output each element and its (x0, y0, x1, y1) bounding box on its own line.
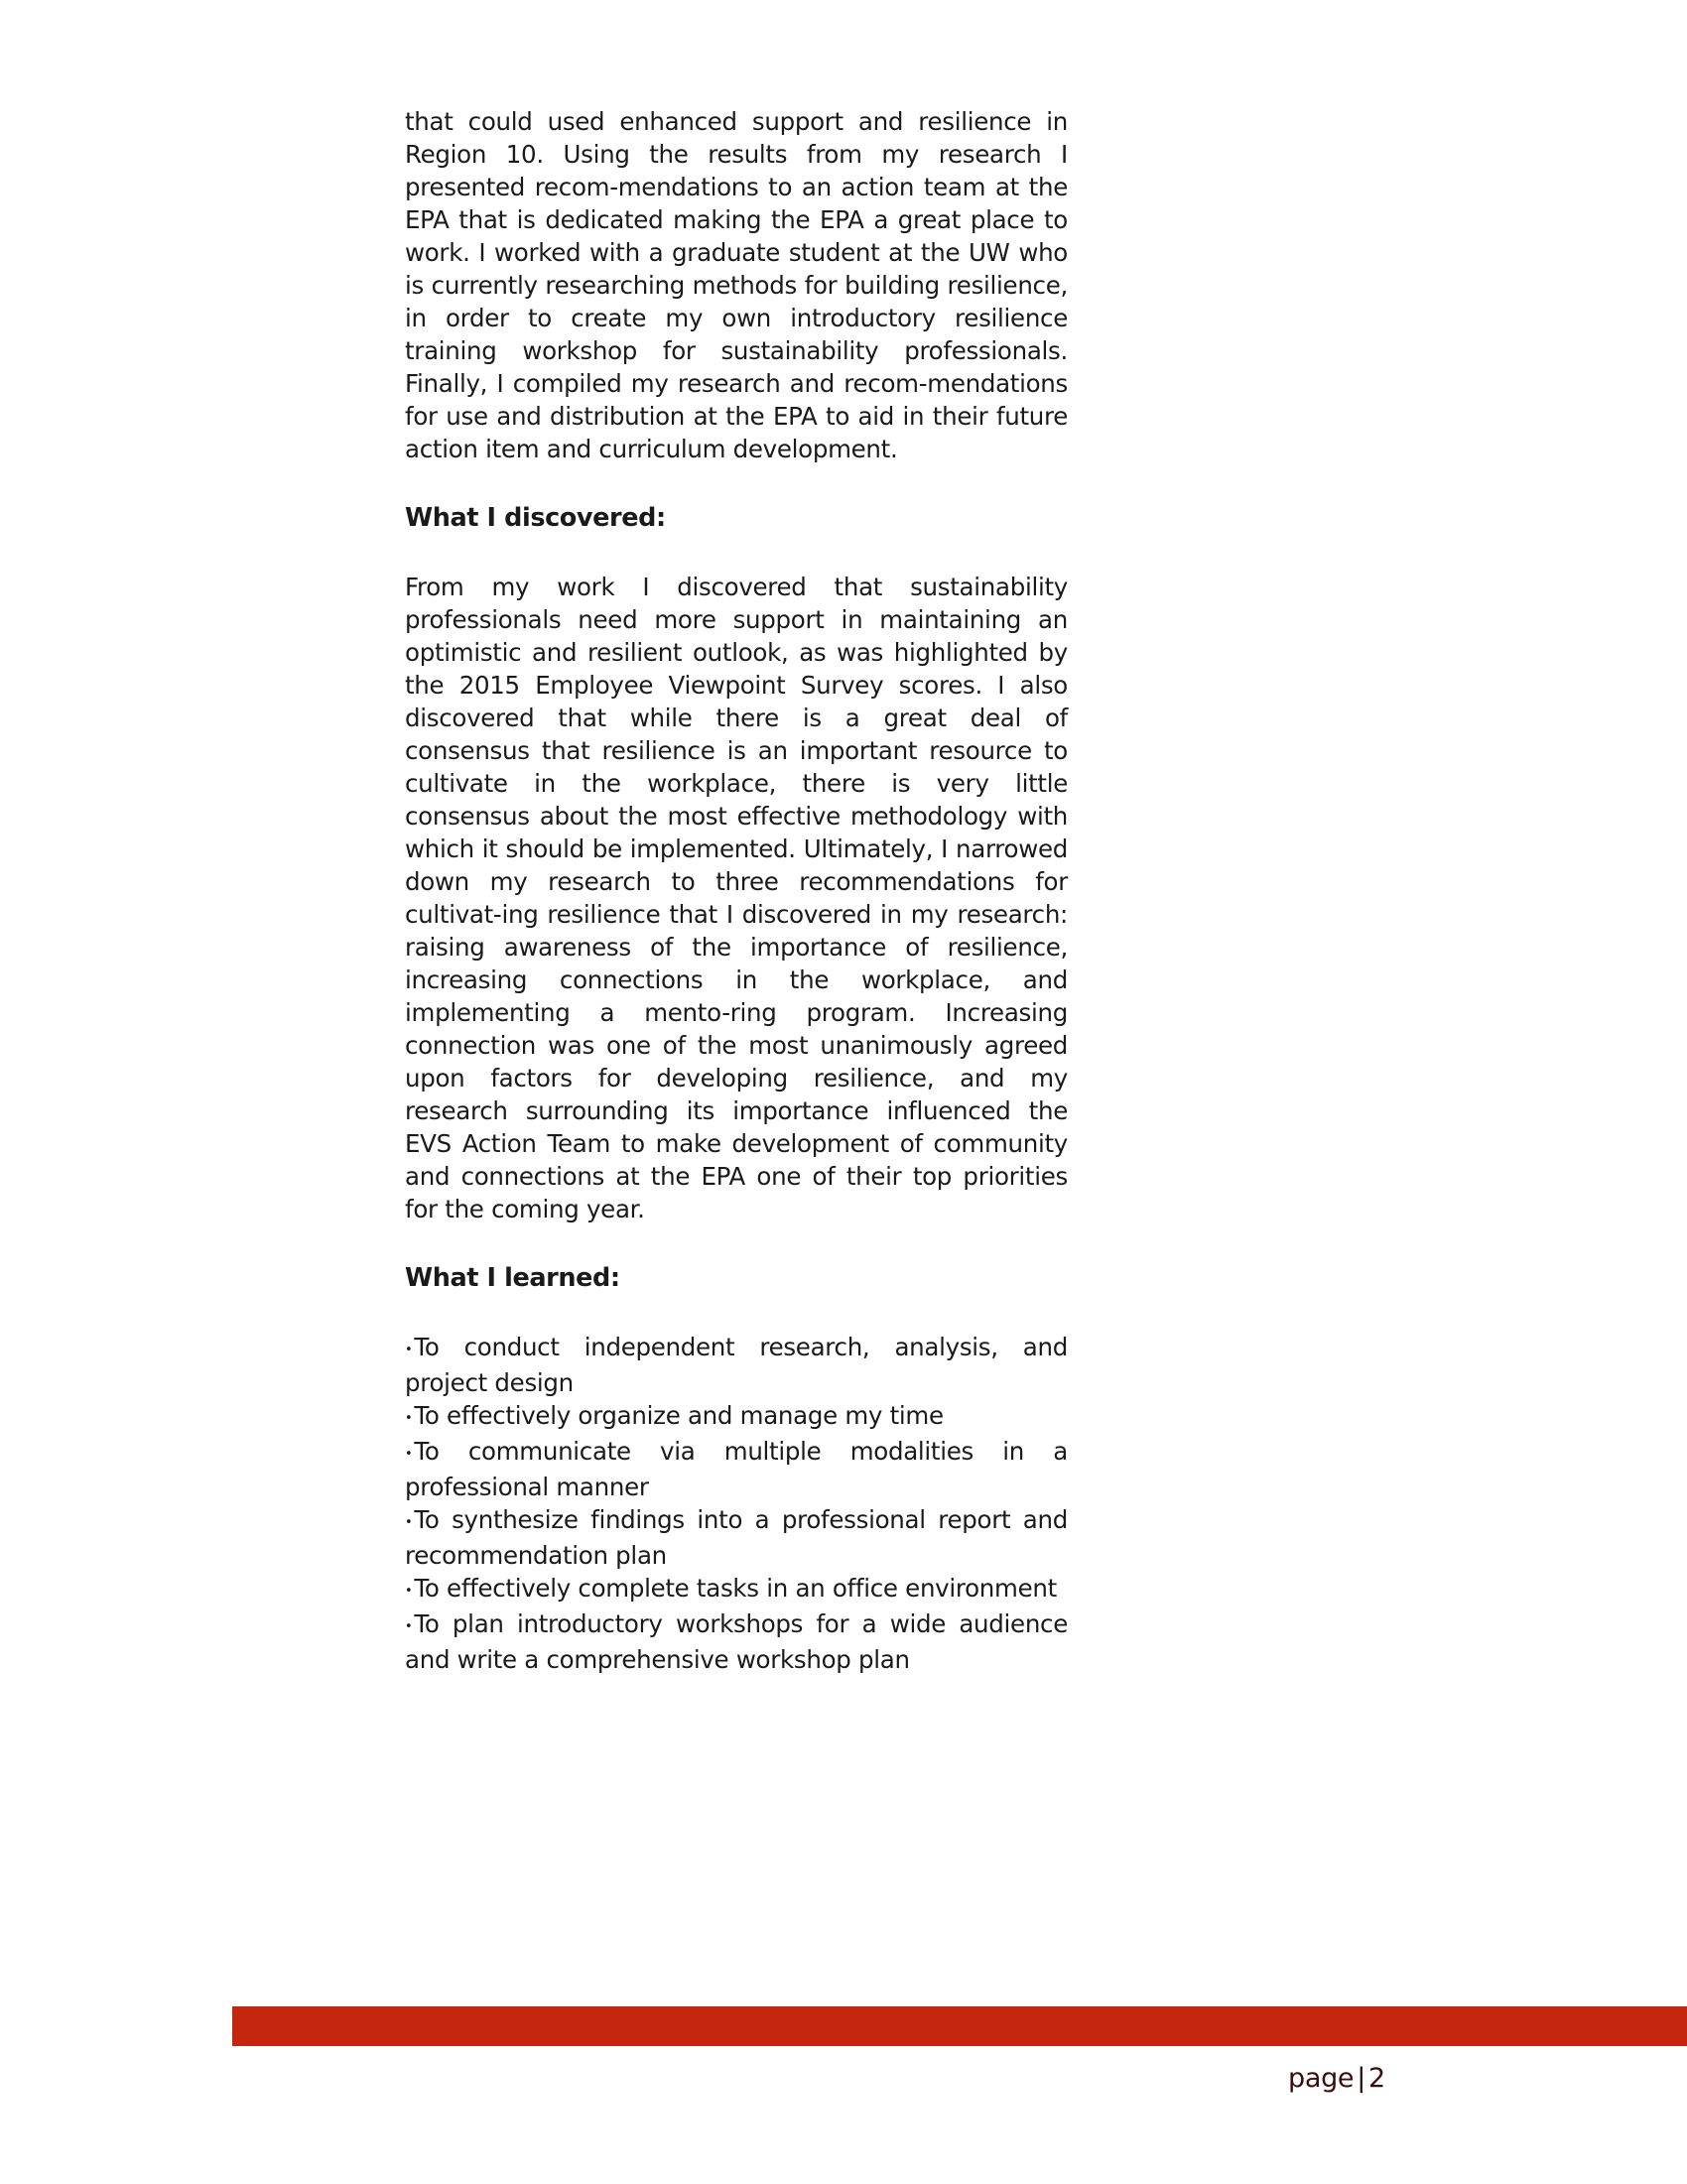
intro-paragraph: that could used enhanced support and resilience in Region 10. Using the results from my research I presented recom-mendations to an action team at the EPA that is dedicated making the EPA a great place to work. I worked with a graduate student at the UW who is currently researching methods for building resilience, in order to create my own introductory resilience training workshop for sustainability professionals. Finally, I compiled my research and recom-mendations for use and distribution at the EPA to aid in their future action item and curriculum development. (405, 107, 1068, 463)
bullet-icon: • (405, 1411, 413, 1426)
list-item-text: To conduct independent research, analysis, and project design (405, 1333, 1068, 1397)
bullet-icon: • (405, 1619, 413, 1634)
list-item (405, 1572, 1068, 1607)
learned-list (405, 1331, 1068, 1676)
list-item-text: To communicate via multiple modalities in a professional manner (405, 1437, 1068, 1501)
discovered-paragraph: From my work I discovered that sustainability professionals need more support in maintaining an optimistic and resilient outlook, as was highlighted by the 2015 Employee Viewpoint Survey scores. I also discovered that while there is a great deal of consensus that resilience is an important resource to cultivate in the workplace, there is very little consensus about the most effective methodology with which it should be implemented. Ultimately, I narrowed down my research to three recommendations for cultivat-ing resilience that I discovered in my research: raising awareness of the importance of resilience, increasing connections in the workplace, and implementing a mento-ring program. Increasing connection was one of the most unanimously agreed upon factors for developing resilience, and my research surrounding its importance influenced the EVS Action Team to make development of community and connections at the EPA one of their top priorities for the coming year. (405, 573, 1068, 1223)
bullet-icon: • (405, 1515, 413, 1530)
discovered-heading: What I discovered: (405, 503, 666, 533)
list-item (405, 1503, 1068, 1572)
bullet-icon: • (405, 1447, 413, 1462)
list-item-text: To plan introductory workshops for a wide audience and write a comprehensive workshop plan (405, 1609, 1068, 1674)
footer-accent-bar (232, 2006, 1687, 2046)
page-separator: | (1357, 2063, 1366, 2094)
list-item (405, 1435, 1068, 1503)
list-item-text: To effectively complete tasks in an office environment (414, 1574, 1057, 1603)
list-item-text: To effectively organize and manage my time (414, 1401, 944, 1430)
page-label: page (1288, 2063, 1355, 2094)
page-number-value: 2 (1368, 2063, 1385, 2094)
list-item (405, 1331, 1068, 1399)
list-item (405, 1399, 1068, 1435)
bullet-icon: • (405, 1584, 413, 1599)
learned-heading: What I learned: (405, 1263, 620, 1293)
bullet-icon: • (405, 1343, 413, 1357)
list-item (405, 1607, 1068, 1676)
document-body (405, 105, 1068, 1676)
list-item-text: To synthesize findings into a professional report and recommendation plan (405, 1505, 1068, 1570)
page-number (1288, 2062, 1385, 2096)
